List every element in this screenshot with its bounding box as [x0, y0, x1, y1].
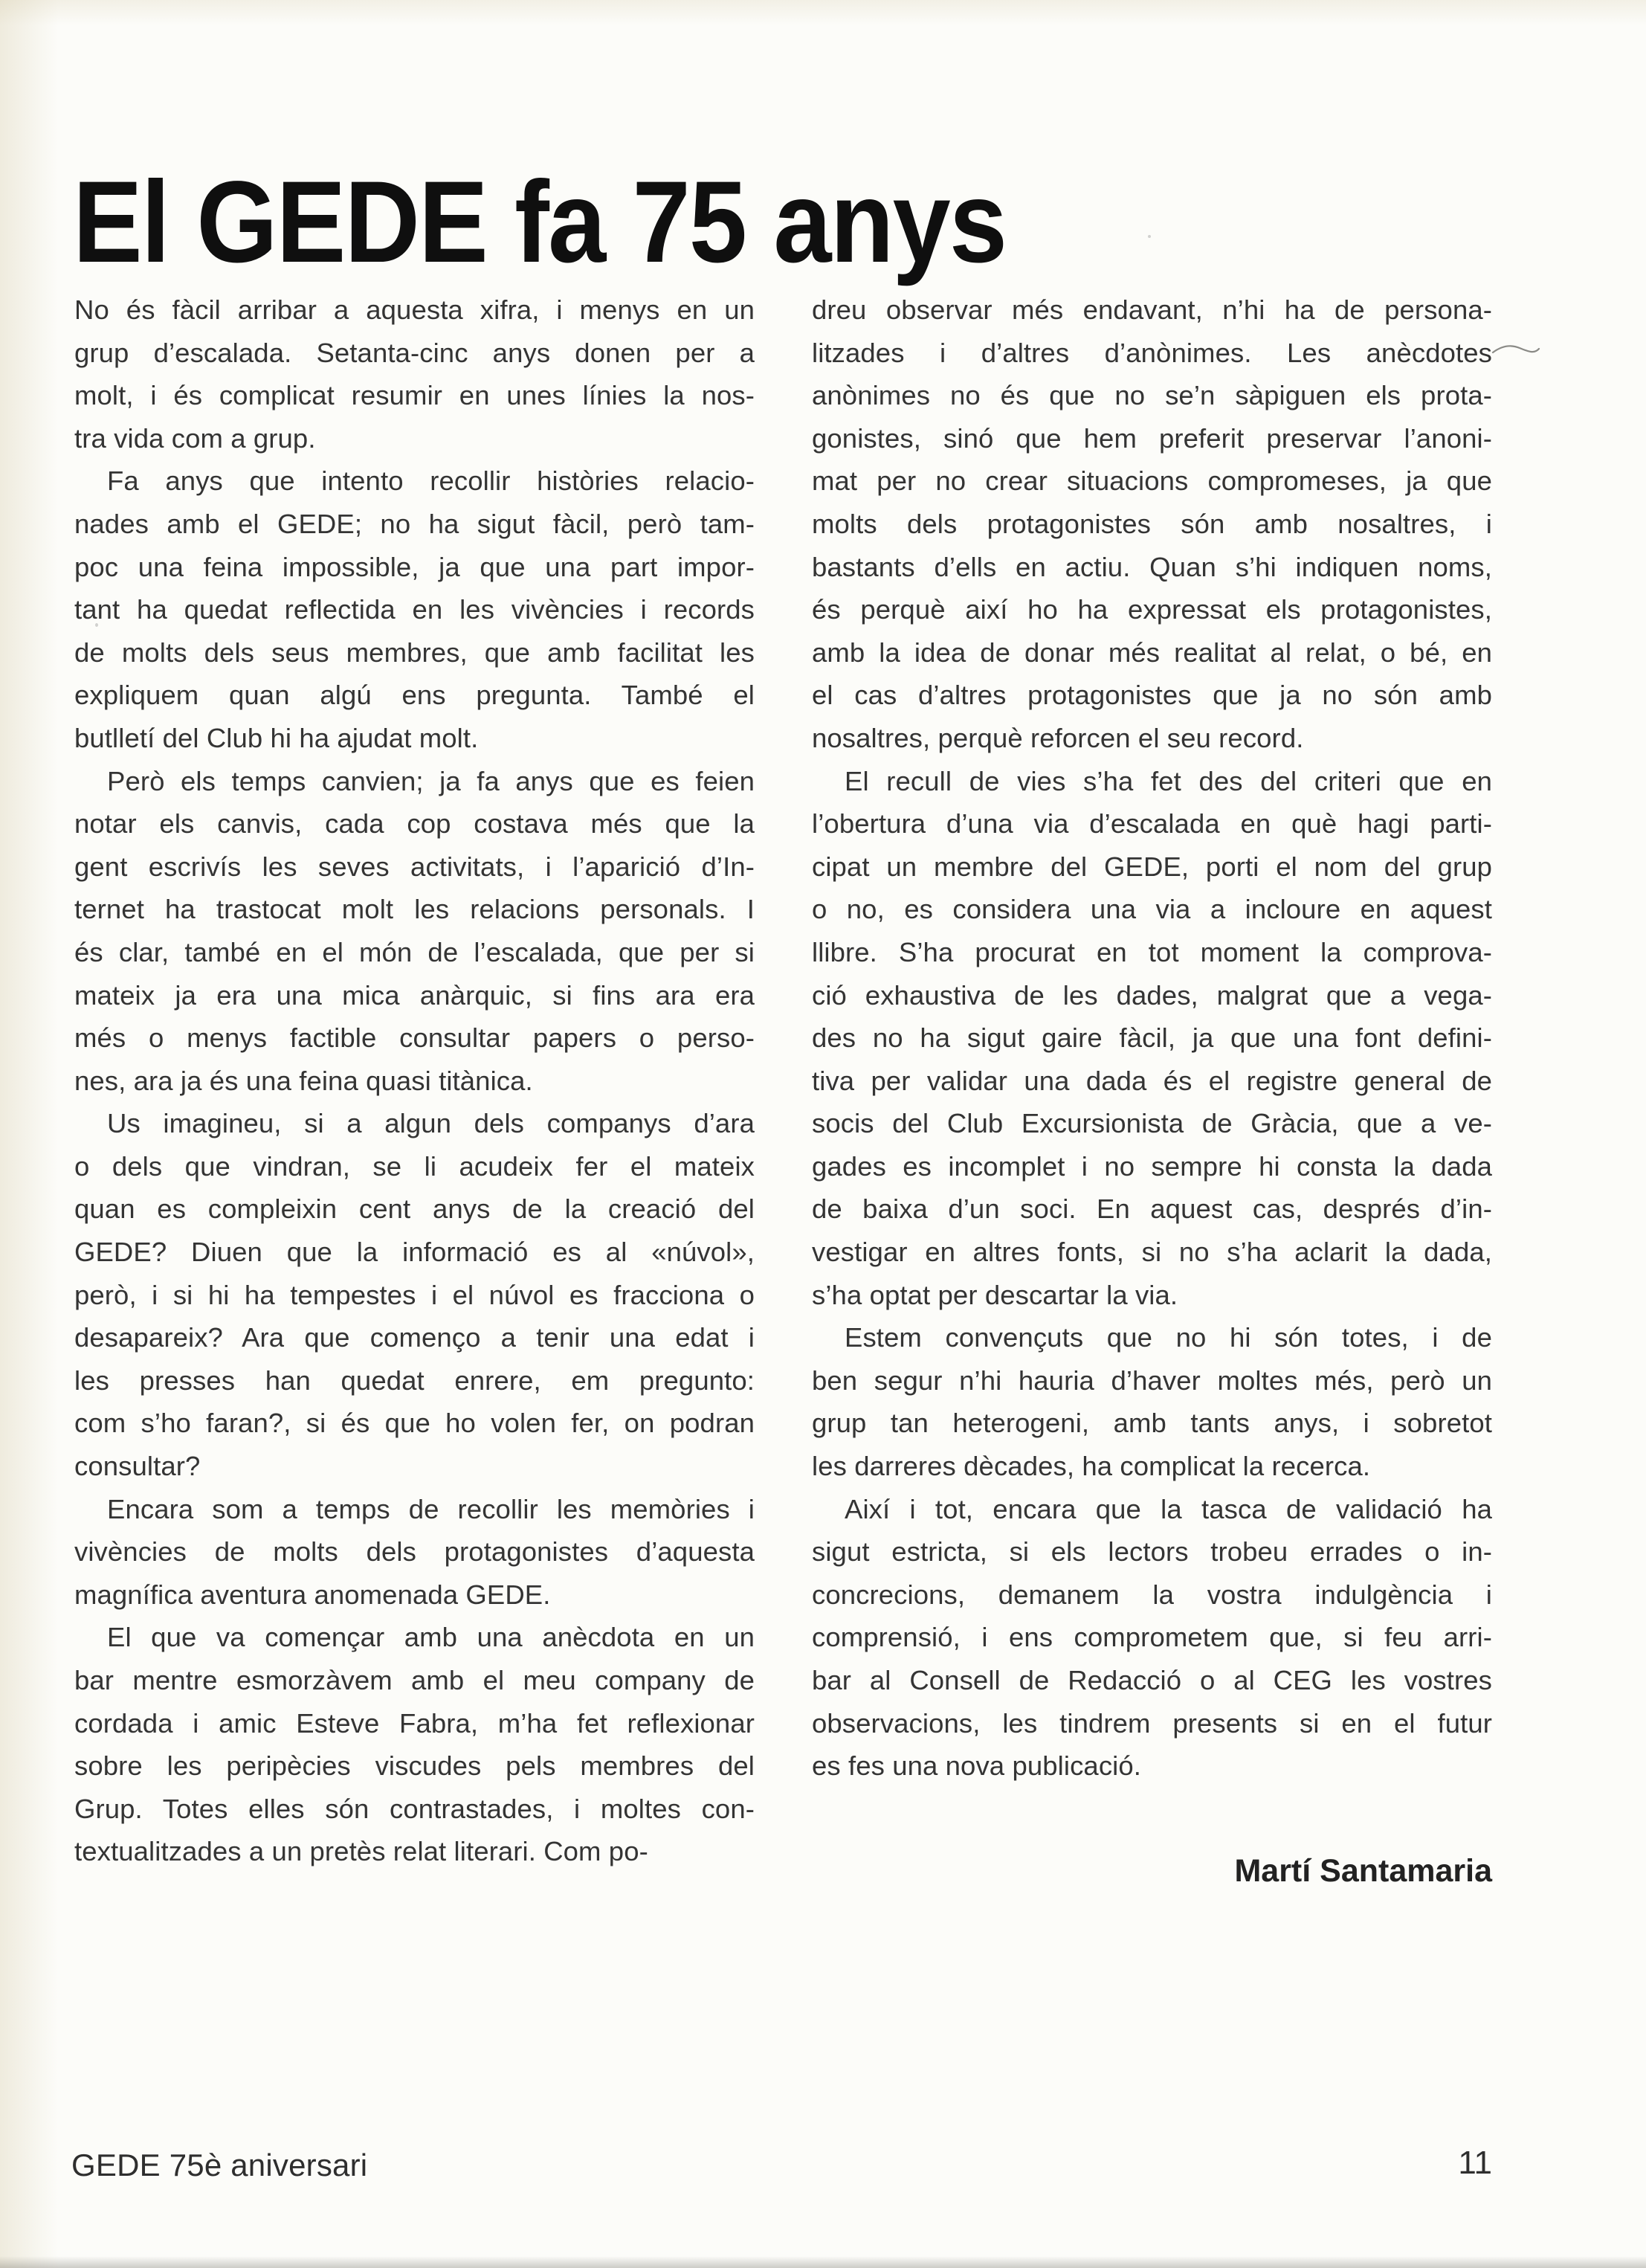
- text-line: de baixa d’un soci. En aquest cas, després d’in-: [812, 1193, 1492, 1225]
- text-line: nosaltres, perquè reforcen el seu record.: [812, 722, 1304, 753]
- scan-edge-bottom: [0, 2256, 1646, 2268]
- text-line: mateix ja era una mica anàrquic, si fins ara era: [74, 979, 755, 1011]
- text-line: vestigar en altres fonts, si no s’ha aclarit la dada,: [812, 1237, 1492, 1268]
- text-line: ben segur n’hi hauria d’haver moltes més, però un: [812, 1365, 1492, 1396]
- text-line: però, i si hi ha tempestes i el núvol es fracciona o: [74, 1279, 755, 1310]
- text-line: grup tan heterogeni, amb tants anys, i sobretot: [812, 1408, 1492, 1439]
- paragraph: [74, 460, 755, 759]
- paragraph: [74, 289, 755, 460]
- text-line: amb la idea de donar més realitat al relat, o bé, en: [812, 637, 1492, 668]
- scan-speck: [95, 623, 98, 627]
- text-line: mat per no crear situacions compromeses, ja que: [812, 465, 1492, 497]
- text-line: bar al Consell de Redacció o al CEG les vostres: [812, 1665, 1492, 1695]
- text-line: molts dels protagonistes són amb nosaltres, i: [812, 508, 1492, 539]
- text-line: de molts dels seus membres, que amb facilitat les: [74, 637, 755, 668]
- text-line: desapareix? Ara que començo a tenir una edat i: [74, 1322, 755, 1353]
- text-line: tra vida com a grup.: [74, 422, 316, 454]
- text-line: gonistes, sinó que hem preferit preservar l’anoni-: [812, 422, 1492, 454]
- text-line: s’ha optat per descartar la via.: [812, 1279, 1178, 1310]
- author-signature: Martí Santamaria: [1234, 1852, 1492, 1889]
- text-line: tiva per validar una dada és el registre general de: [812, 1065, 1492, 1096]
- text-line: notar els canvis, cada cop costava més que la: [74, 808, 755, 840]
- text-line: Encara som a temps de recollir les memòries i: [107, 1493, 755, 1524]
- text-line: socis del Club Excursionista de Gràcia, que a ve-: [812, 1108, 1492, 1139]
- text-line: es fes una nova publicació.: [812, 1750, 1142, 1782]
- text-line: ternet ha trastocat molt les relacions personals. I: [74, 894, 755, 925]
- text-line: GEDE? Diuen que la informació es al «núvol»,: [74, 1237, 755, 1268]
- text-column-left: [74, 289, 755, 1873]
- text-line: gent escrivís les seves activitats, i l’aparició d’In-: [74, 851, 755, 882]
- text-line: textualitzades a un pretès relat literari. Com po-: [74, 1836, 648, 1867]
- text-line: més o menys factible consultar papers o perso-: [74, 1022, 755, 1054]
- text-line: poc una feina impossible, ja que una part impor-: [74, 551, 755, 582]
- text-line: com s’ho faran?, si és que ho volen fer, on podran: [74, 1408, 755, 1439]
- text-line: sobre les peripècies viscudes pels membres del: [74, 1750, 755, 1782]
- text-line: butlletí del Club hi ha ajudat molt.: [74, 722, 479, 753]
- scan-edge-left: [0, 0, 68, 2268]
- stray-pen-mark-icon: [1491, 341, 1540, 361]
- text-column-right: [812, 289, 1492, 1892]
- page-title: El GEDE fa 75 anys: [73, 157, 1007, 287]
- text-line: llibre. S’ha procurat en tot moment la comprova-: [812, 936, 1492, 967]
- text-line: l’obertura d’una via d’escalada en què hagi parti-: [812, 808, 1492, 840]
- paragraph: [74, 1616, 755, 1873]
- text-line: ció exhaustiva de les dades, malgrat que a vega-: [812, 979, 1492, 1011]
- text-line: comprensió, i ens comprometem que, si feu arri-: [812, 1622, 1492, 1653]
- scan-speck: [1276, 949, 1278, 951]
- text-line: Així i tot, encara que la tasca de validació ha: [845, 1493, 1492, 1524]
- text-line: vivències de molts dels protagonistes d’aquesta: [74, 1536, 755, 1568]
- text-line: consultar?: [74, 1451, 201, 1482]
- text-line: Fa anys que intento recollir històries relacio-: [107, 465, 755, 497]
- text-line: grup d’escalada. Setanta-cinc anys donen per a: [74, 337, 755, 368]
- paragraph: [812, 760, 1492, 1317]
- text-line: El que va començar amb una anècdota en un: [107, 1622, 755, 1653]
- text-line: cipat un membre del GEDE, porti el nom del grup: [812, 851, 1492, 882]
- text-line: bar mentre esmorzàvem amb el meu company de: [74, 1665, 755, 1695]
- text-line: les presses han quedat enrere, em pregunto:: [74, 1365, 755, 1396]
- text-line: és perquè així ho ha expressat els protagonistes,: [812, 594, 1492, 625]
- scan-edge-top: [0, 0, 1646, 25]
- text-line: sigut estricta, si els lectors trobeu errades o in-: [812, 1536, 1492, 1568]
- text-line: nades amb el GEDE; no ha sigut fàcil, però tam-: [74, 508, 755, 539]
- paragraph: [812, 1488, 1492, 1788]
- paragraph: [74, 1102, 755, 1487]
- text-line: és clar, també en el món de l’escalada, que per si: [74, 936, 755, 967]
- text-line: quan es compleixin cent anys de la creació del: [74, 1193, 755, 1225]
- text-line: bastants d’ells en actiu. Quan s’hi indiquen noms,: [812, 551, 1492, 582]
- text-line: expliquem quan algú ens pregunta. També el: [74, 680, 755, 711]
- footer-page-number: 11: [1458, 2145, 1492, 2181]
- text-line: o dels que vindran, se li acudeix fer el mateix: [74, 1150, 755, 1182]
- text-line: molt, i és complicat resumir en unes línies la nos-: [74, 380, 755, 411]
- text-line: dreu observar més endavant, n’hi ha de persona-: [812, 294, 1492, 325]
- text-line: nes, ara ja és una feina quasi titànica.: [74, 1065, 533, 1096]
- text-line: El recull de vies s’ha fet des del criteri que en: [845, 765, 1492, 796]
- text-line: tant ha quedat reflectida en les vivències i records: [74, 594, 755, 625]
- text-line: litzades i d’altres d’anònimes. Les anècdotes: [812, 337, 1492, 368]
- text-line: des no ha sigut gaire fàcil, ja que una font defini-: [812, 1022, 1492, 1054]
- text-line: anònimes no és que no se’n sàpiguen els prota-: [812, 380, 1492, 411]
- paragraph: [812, 289, 1492, 760]
- footer-publication-label: GEDE 75è aniversari: [71, 2148, 368, 2182]
- text-line: No és fàcil arribar a aquesta xifra, i menys en un: [74, 294, 755, 325]
- scan-speck: [1148, 235, 1151, 238]
- text-line: Us imagineu, si a algun dels companys d’ara: [107, 1108, 755, 1139]
- text-line: cordada i amic Esteve Fabra, m’ha fet reflexionar: [74, 1707, 755, 1739]
- paragraph: [74, 760, 755, 1103]
- paragraph: [74, 1488, 755, 1617]
- text-line: magnífica aventura anomenada GEDE.: [74, 1579, 551, 1610]
- text-line: Però els temps canvien; ja fa anys que es feien: [107, 765, 755, 796]
- text-line: observacions, les tindrem presents si en el futur: [812, 1707, 1492, 1739]
- paragraph: [812, 1316, 1492, 1487]
- text-line: el cas d’altres protagonistes que ja no són amb: [812, 680, 1492, 711]
- text-line: Grup. Totes elles són contrastades, i moltes con-: [74, 1793, 755, 1824]
- text-line: concrecions, demanem la vostra indulgència i: [812, 1579, 1492, 1610]
- text-line: gades es incomplet i no sempre hi consta la dada: [812, 1150, 1492, 1182]
- text-line: o no, es considera una via a incloure en aquest: [812, 894, 1492, 925]
- text-line: Estem convençuts que no hi són totes, i de: [845, 1322, 1492, 1353]
- text-line: les darreres dècades, ha complicat la recerca.: [812, 1451, 1371, 1482]
